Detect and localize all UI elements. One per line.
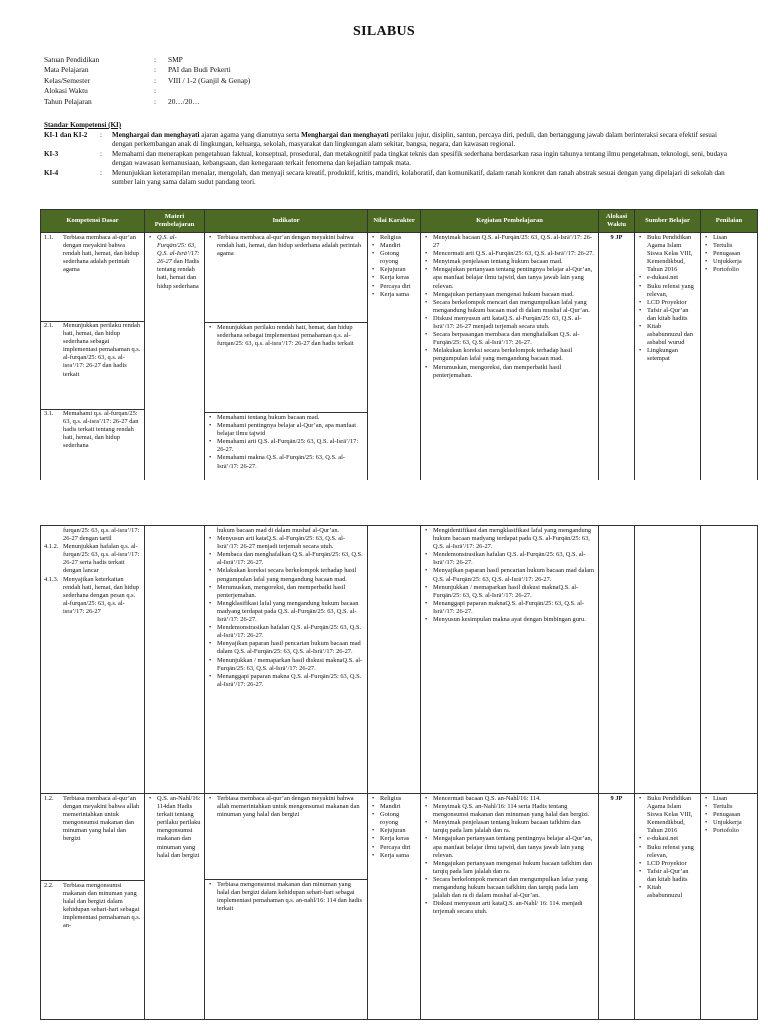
nilai-item: • Percaya diri [380,844,417,852]
kegiatan-cell [421,233,599,501]
identity-row [44,55,250,65]
nilai-karakter-cell [368,526,421,794]
kd-item [41,322,144,410]
kd-number: 4.1.2. [44,543,59,551]
kd-item [44,543,141,575]
sumber-item: • Tafsir al-Qur’an dan kitab hadits [647,307,697,323]
identity-value: SMP [168,55,183,64]
indikator-item: • Menunjukkan / memaparkan hasil diskusi maknaQ.S. al-Furqān/25: 63, Q.S. al-Isrā’/17: 26-27. [217,657,364,673]
kegiatan-item: • Mencermati arti Q.S. al-Furqān/25: 63, Q.S. al-Isrā’/17: 26-27. [433,250,595,258]
column-header: Nilai Karakter [368,210,421,233]
kegiatan-item: • Merumuskan, mengoreksi, dan memperbaiki hasil penterjemahan. [433,364,595,380]
indikator-item: • Merumuskan, mengoreksi, dan memperbaiki hasil penterjemahan. [217,584,364,600]
sumber-item: • LCD Proyektor [647,299,697,307]
table-row [41,526,758,794]
kd-text: Menunjukkan hafalan q.s. al-furqan/25: 63, q.s. al-isra’/17: 26-27 serta hadis terkait dengan lancar [63,543,140,575]
ki-row [44,131,734,150]
kegiatan-item: • Secara berkelompok mencari dan mengumpulkan lafal yang mengandung hukum bacaan mad di dalam mushaf al-Qur’an. [433,299,595,315]
penilaian-cell [701,526,758,794]
sumber-item: • Tafsir al-Qur’an dan kitab hadits [647,868,697,884]
penilaian-item: • Lisan [713,234,754,242]
identity-colon: : [154,65,157,75]
identity-colon: : [154,96,157,106]
sumber-item: • e-dukasi.net [647,835,697,843]
sumber-item: • Kitab asbabunnuzul dan asbabul wurud [647,323,697,347]
kegiatan-item: • Mengidentifikasi dan mengklasifikasi lafal yang mengandung hukum bacaan madyang terdapat pada Q.S. al-Furqān/25: 63, Q.S. al-Isrā’/17: 26-27. [433,527,595,551]
nilai-item: • Religius [380,795,417,803]
indikator-item: • Mendemonstrasikan hafalan Q.S. al-Furqān/25: 63, Q.S. al-Isrā’/17: 26-27. [217,624,364,640]
penilaian-cell [701,233,758,501]
materi-cell [145,233,205,501]
indikator-item: • Memahami arti Q.S. al-Furqān/25: 63, Q.S. al-Isrā’/17: 26-27. [217,438,364,454]
identity-block [44,55,250,107]
kd-item [41,794,144,881]
indikator-item: • Menyusun arti kataQ.S. al-Furqān/25: 63, Q.S. al-Isrā’/17: 26-27 menjadi terjemah secara utuh. [217,535,364,551]
identity-colon: : [154,75,157,85]
kd-text: Terbiasa membaca al-qur’an dengan meyakini bahwa allah memerintahkan untuk mengonsumsi makanan dan minuman yang halal dan bergizi [63,795,140,843]
nilai-item: • Kerja sama [380,852,417,860]
identity-label: Kelas/Semester [44,75,90,85]
penilaian-item: • Tertulis [713,803,754,811]
ki-block [44,121,734,188]
indikator-cell [205,526,368,794]
kegiatan-item: • Secara berpasangan membaca dan menghafalkan Q.S. al-Furqān/25: 63, Q.S. al-Isrā’/17: 26-27. [433,331,595,347]
sumber-cell [635,526,701,794]
column-header: Alokasi Waktu [599,210,635,233]
indikator-item: • Menyajikan paparan hasil pencarian hukum bacaan mad dalam Q.S. al-Furqān/25: 63, Q.S. al-Isrā’/17: 26-27. [217,640,364,656]
column-header: Kompetensi Dasar [41,210,145,233]
identity-colon: : [154,86,157,96]
penilaian-item: • Portofolio [713,266,754,274]
identity-value: 20…/20… [168,96,200,106]
materi-reference: Q.S. al-Furqān/25: 63, Q.S. al-Isrā’/17: 26-27 [157,234,200,266]
nilai-item: • Mandiri [380,242,417,250]
column-header: Kegiatan Pembelajaran [421,210,599,233]
kegiatan-item: • Menyimak penjelasan tentang hukum bacaan mad. [433,258,595,266]
penilaian-item: • Penugasan [713,250,754,258]
sumber-item: • Buku refensi yang relevan, [647,844,697,860]
nilai-item: • Percaya diri [380,283,417,291]
kd-text: Menunjukkan perilaku rendah hati, hemat, dan hidup sederhana sebagai implementasi pemahaman q.s. al-furqan/25: 63, q.s. al-isra’/17: 26-27 dan hadis terkait [63,322,141,378]
sumber-cell [635,233,701,501]
identity-label: Tahun Pelajaran [44,96,92,106]
identity-value: VIII / 1-2 (Ganjil & Genap) [168,75,251,85]
sumber-item: • LCD Proyektor [647,860,697,868]
indikator-item: • Menunjukkan perilaku rendah hati, hemat, dan hidup sederhana sebagai implementasi pemahaman q.s. al-furqan/25: 63, q.s. al-isra’/17: 26-27 dan hadis terkait [217,324,364,348]
kegiatan-item: • Menyimak bacaan Q.S. al-Furqān/25: 63, Q.S. al-Isrā’/17: 26-27 [433,234,595,250]
identity-value: PAI dan Budi Pekerti [168,65,231,75]
kd-cell [41,233,145,501]
kd-item [41,410,144,484]
kegiatan-item: • Secara berkelompok mencari dan mengumpulkan lafaz yang mengandung hukum bacaan tafkhim dan tarqiq pada lam jalalah dan ra di dalam mushaf al-Qur’an. [433,876,595,900]
identity-colon: : [154,55,157,64]
kegiatan-item: • Diskusi menyusun arti kataQ.S. al-Furqān/25: 63, Q.S. al-Isrā’/17: 26-27 menjadi terjemah secara utuh. [433,315,595,331]
column-header: Indikator [205,210,368,233]
materi-cell [145,526,205,794]
alokasi-cell: 9 JP [599,233,635,501]
penilaian-item: • Tertulis [713,242,754,250]
sumber-cell [635,794,701,1020]
indikator-item: • Mengklasifikasi lafal yang mengandung hukum bacaan madyang terdapat pada Q.S. al-Furqān/25: 63, Q.S. al-Isrā’/17: 26-27. [217,600,364,624]
kegiatan-cell [421,794,599,1020]
kegiatan-item: • Diskusi menyusun arti kataQ.S. an-Nahl/ 16: 114. menjadi terjemah secara utuh. [433,900,595,916]
ki-colon: : [100,130,102,139]
ki-heading: Standar Kompetensi (KI) [44,121,122,129]
indikator-item: • Melakukan koreksi secara berkelompok terhadap hasil pengumpulan lafal yang mengandung bacaan mad. [217,567,364,583]
indikator-item: • Memahami makna Q.S. al-Furqān/25: 63, Q.S. al-Isrā’/17: 26-27. [217,454,364,470]
penilaian-item: • Portofolio [713,827,754,835]
kegiatan-item: • Mengajukan pertanyaan mengenai hukum bacaan tafkhim dan tarqiq pada lam jalalah dan ra. [433,860,595,876]
kegiatan-item: • Mengajukan pertanyaan tentang pentingnya belajar al-Qur’an, apa manfaat belajar ilmu tajwid, dan tanya jawab lain yang relevan. [433,266,595,290]
sumber-item: • Buku refensi yang relevan, [647,283,697,299]
column-header: Penilaian [701,210,758,233]
kegiatan-item: • Menyusun kesimpulan makna ayat dengan bimbingan guru. [433,616,595,624]
kd-text: Terbiasa membaca al-qur’an dengan meyakini bahwa rendah hati, hemat, dan hidup sederhana adalah perintah agama [63,234,139,274]
indikator-item: • Memahami pentingnya belajar al-Qur’an, apa manfaat belajar ilmu tajwid [217,422,364,438]
page-2 [0,524,768,1024]
kegiatan-cell [421,526,599,794]
kegiatan-item: • Mengajukan pertanyaan tentang pentingnya belajar al-Qur’an, apa manfaat belajar ilmu tajwid, dan tanya jawab lain yang relevan. [433,835,595,859]
indikator-item: • Terbiasa membaca al-qur’an dengan meyakini bahwa allah memerintahkan untuk mengonsumsi makanan dan minuman yang halal dan bergizi [217,795,364,819]
column-header: Sumber Belajar [635,210,701,233]
indikator-continued: hukum bacaan mad di dalam mushaf al-Qur’an. [217,527,340,534]
sumber-item: • Buku Pendidikan Agama Islam Siswa Kelas VIII, Kemendikbud, Tahun 2016 [647,795,697,835]
kegiatan-item: • Menyimak Q.S. an-Nahl/16: 114 serta Hadis tentang mengonsumsi makanan dan minuman yang halal dan bergizi. [433,803,595,819]
syllabus-table-1 [40,209,758,501]
kd-number: 1.2. [44,795,54,802]
kegiatan-item: • Mencermati bacaan Q.S. an-Nahl/16: 114. [433,795,595,803]
kd-cell [41,794,145,1020]
penilaian-item: • Unjukkerja [713,258,754,266]
kd-number: 2.2. [44,882,54,889]
kd-number: 1.1. [44,234,54,241]
identity-row [44,86,250,96]
indikator-cell [205,794,368,1020]
identity-row [44,65,250,75]
nilai-karakter-cell [368,794,421,1020]
identity-row [44,97,250,107]
nilai-item: • Kerja keras [380,835,417,843]
kd-cell [41,526,145,794]
ki-text: Memahami dan menerapkan pengetahuan faktual, konseptual, prosedural, dan metakognitif pada tingkat teknis dan spesifik sederhana berdasarkan rasa ingin tahunya tentang ilmu pengetahuan, teknologi, seni, budaya dengan wawasan kemanusiaan, kebangsaan, dan kenegaraan terkait fenomena dan kejadian tampak mata. [112,149,727,167]
ki-label: KI-3 [44,149,59,158]
nilai-item: • Kejujuran [380,266,417,274]
indikator-item: • Terbiasa mengonsumsi makanan dan minuman yang halal dan bergizi dalam kehidupan sehari-hari sebagai implementasi pemahaman q.s. an-nahl/16: 114 dan hadis terkait [217,881,364,913]
kegiatan-item: • Melakukan koreksi secara berkelompok terhadap hasil pengumpulan lafal yang mengandung bacaan mad. [433,347,595,363]
kegiatan-item: • Mendemonstrasikan hafalan Q.S. al-Furqān/25: 63, Q.S. al-Isrā’/17: 26-27. [433,551,595,567]
materi-cell [145,794,205,1020]
ki-colon: : [100,149,102,158]
sumber-item: • Buku Pendidikan Agama Islam Siswa Kelas VIII, Kemendikbud, Tahun 2016 [647,234,697,274]
kd-number: 2.1. [44,322,54,329]
kd-item [44,576,141,616]
sumber-item: • Lingkungan setempat [647,347,697,363]
ki-row [44,169,734,188]
materi-text: • Q.S. an-Nahl/16: 114dan Hadis terkait tentang perilaku perilaku mengonsumsi makanan dan minuman yang halal dan bergizi [157,795,201,860]
identity-label: Mata Pelajaran [44,65,89,75]
kd-text: Memahami q.s. al-furqan/25: 63, q.s. al-isra’/17: 26-27 dan hadis terkait tentang rendah hati, hemat, dan hidup sederhana [63,410,139,450]
syllabus-table-2 [40,525,758,1020]
page-gap [0,480,768,524]
table-row [41,233,758,501]
alokasi-cell [599,526,635,794]
sumber-item: • Kitab asbabunnuzul [647,884,697,900]
kd-item [41,881,144,1019]
column-header: Materi Pembelajaran [145,210,205,233]
table-header-row [41,210,758,233]
materi-text: dan Hadis tentang rendah hati, hemat dan hidup sederhana [157,258,200,290]
nilai-item: • Mandiri [380,803,417,811]
nilai-item: • Gotong royong [380,811,417,827]
kd-text: Terbiasa mengonsumsi makanan dan minuman yang halal dan bergizi dalam kehidupan sehari-hari sebagai implementasi pemahaman q.s. an- [63,882,141,930]
penilaian-item: • Unjukkerja [713,819,754,827]
identity-label: Alokasi Waktu [44,86,88,96]
nilai-item: • Religius [380,234,417,242]
indikator-item: • Menanggapi paparan makna Q.S. al-Furqān/25: 63, Q.S. al-Isrā’/17: 26-27. [217,673,364,689]
penilaian-item: • Penugasan [713,811,754,819]
alokasi-cell: 9 JP [599,794,635,1020]
kd-text: Menyajikan keterkaitan rendah hati, hemat, dan hidup sederhana dengan pesan q.s. al-furqan/25: 63, q.s. al-isra’/17: 26-27 [63,575,139,615]
nilai-item: • Kejujuran [380,827,417,835]
ki-label: KI-4 [44,168,59,177]
kd-number: 3.1. [44,410,54,417]
kd-number: 4.1.3. [44,575,59,583]
penilaian-cell [701,794,758,1020]
nilai-item: • Gotong royong [380,250,417,266]
indikator-item: • Membaca dan menghafalkan Q.S. al-Furqān/25: 63, Q.S. al-Isrā’/17: 26-27. [217,551,364,567]
nilai-item: • Kerja sama [380,291,417,299]
ki-row [44,150,734,169]
identity-label: Satuan Pendidikan [44,55,100,64]
nilai-karakter-cell [368,233,421,501]
indikator-item: • Memahami tentang hukum bacaan mad. [217,414,364,422]
kd-continued: furqan/25: 63, q.s. al-isra’/17: 26-27 dengan tartil [63,527,140,543]
indikator-cell [205,233,368,501]
sumber-item: • e-dukasi.net [647,274,697,282]
kegiatan-item: • Menanggapi paparan maknaQ.S. al-Furqān/25: 63, Q.S. al-Isrā’/17: 26-27. [433,600,595,616]
ki-colon: : [100,168,102,177]
kegiatan-item: • Menunjukkan / memaparkan hasil diskusi maknaQ.S. al-Furqān/25: 63, Q.S. al-Isrā’/17: 26-27. [433,584,595,600]
kegiatan-item: • Menyimak penjelasan tentang hukum bacaan tafkhim dan tarqiq pada lam jalalah dan ra. [433,819,595,835]
kd-item [41,234,144,322]
nilai-item: • Kerja keras [380,274,417,282]
indikator-item: • Terbiasa membaca al-qur’an dengan meyakini bahwa rendah hati, hemat, dan hidup sederhana adalah perintah agama [217,234,364,258]
document-title: SILABUS [352,24,416,39]
ki-text: Menghargai dan menghayati ajaran agama yang dianutnya serta Menghargai dan menghayati perilaku jujur, disiplin, santun, percaya diri, peduli, dan bertanggung jawab dalam berinteraksi secara efektif sesuai dengan perkembangan anak di lingkungan, keluarga, sekolah, masyarakat dan lingkungan alam sekitar, bangsa, negara, dan kawasan regional. [112,130,717,148]
penilaian-item: • Lisan [713,795,754,803]
table-row [41,794,758,1020]
kegiatan-item: • Menyajikan paparan hasil pencarian hukum bacaan mad dalam Q.S. al-Furqān/25: 63, Q.S. al-Isrā’/17: 26-27. [433,567,595,583]
kegiatan-item: • Mengajukan pertanyaan mengenai hukum bacaan mad. [433,291,595,299]
page-1 [0,0,768,480]
ki-text: Menunjukkan keterampilan menalar, mengolah, dan menyaji secara kreatif, produktif, kritis, mandiri, kolaboratif, dan komunikatif, dalam ranah konkret dan ranah abstrak sesuai dengan yang dipelajari di sekolah dan sumber lain yang sama dalam sudut pandang teori. [112,168,725,186]
identity-row [44,76,250,86]
ki-label: KI-1 dan KI-2 [44,130,88,139]
